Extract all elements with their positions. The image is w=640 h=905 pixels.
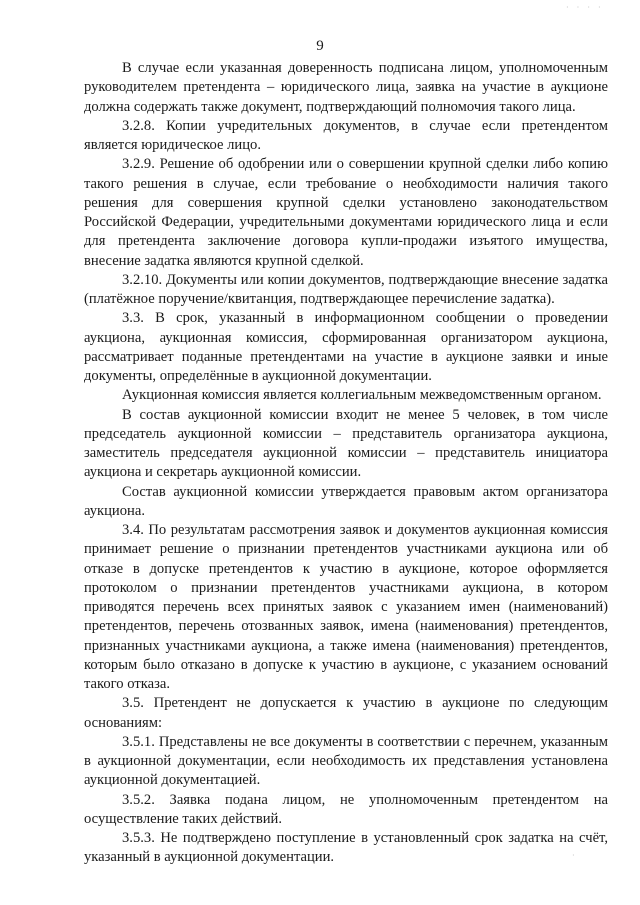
- paragraph-3-2-9: 3.2.9. Решение об одобрении или о совершении крупной сделки либо копию такого решения в случае, если требование о необходимости наличия такого решения для совершения крупной сделки установлено законодательством Российской Федерации, учредительными документами юридического лица и если для претендента заключение договора купли-продажи изъятого имущества, внесение задатка являются крупной сделкой.: [84, 156, 608, 269]
- paragraph-3-2-10: 3.2.10. Документы или копии документов, подтверждающие внесение задатка (платёжное поручение/квитанция, подтверждающее перечисление задатка).: [84, 271, 608, 307]
- scan-artifact-dot: ·: [572, 851, 575, 860]
- paragraph-3-5: 3.5. Претендент не допускается к участию в аукционе по следующим основаниям:: [84, 695, 608, 731]
- paragraph-power-of-attorney: В случае если указанная доверенность подписана лицом, уполномоченным руководителем претендента – юридического лица, заявка на участие в аукционе должна содержать также документ, подтверждающий полномочия такого лица.: [84, 60, 608, 115]
- paragraph-3-2-8: 3.2.8. Копии учредительных документов, в случае если претендентом является юридическое лицо.: [84, 117, 608, 153]
- paragraph-3-5-3: 3.5.3. Не подтверждено поступление в установленный срок задатка на счёт, указанный в аукционной документации.: [84, 830, 608, 866]
- scan-artifact-mark: · · · ·: [566, 3, 604, 12]
- paragraph-3-3: 3.3. В срок, указанный в информационном сообщении о проведении аукциона, аукционная комиссия, сформированная организатором аукциона, рассматривает поданные претендентами на участие в аукционе заявки и иные документы, определённые в аукционной документации.: [84, 310, 608, 384]
- page-number: 9: [316, 38, 324, 54]
- paragraph-3-5-2: 3.5.2. Заявка подана лицом, не уполномоченным претендентом на осуществление таких действий.: [84, 791, 608, 827]
- paragraph-commission-approval: Состав аукционной комиссии утверждается правовым актом организатора аукциона.: [84, 483, 608, 519]
- paragraph-commission-composition: В состав аукционной комиссии входит не менее 5 человек, в том числе председатель аукционной комиссии – представитель организатора аукциона, заместитель председателя аукционной комиссии – представитель инициатора аукциона и секретарь аукционной комиссии.: [84, 406, 608, 481]
- paragraph-3-5-1: 3.5.1. Представлены не все документы в соответствии с перечнем, указанным в аукционной документации, если необходимость их представления установлена аукционной документацией.: [84, 733, 608, 789]
- document-body: [84, 59, 608, 868]
- paragraph-3-4: 3.4. По результатам рассмотрения заявок и документов аукционная комиссия принимает решение о признании претендентов участниками аукциона или об отказе в допуске претендентов к участию в аукционе, которое оформляется протоколом о признании претендентов участниками аукциона, в котором приводятся перечень всех принятых заявок с указанием имен (наименований) претендентов, перечень отозванных заявок, имена (наименования) претендентов, признанных участниками аукциона, а также имена (наименования) претендентов, которым было отказано в допуске к участию в аукционе, с указанием оснований такого отказа.: [84, 522, 608, 692]
- paragraph-commission-nature: Аукционная комиссия является коллегиальным межведомственным органом.: [122, 387, 602, 404]
